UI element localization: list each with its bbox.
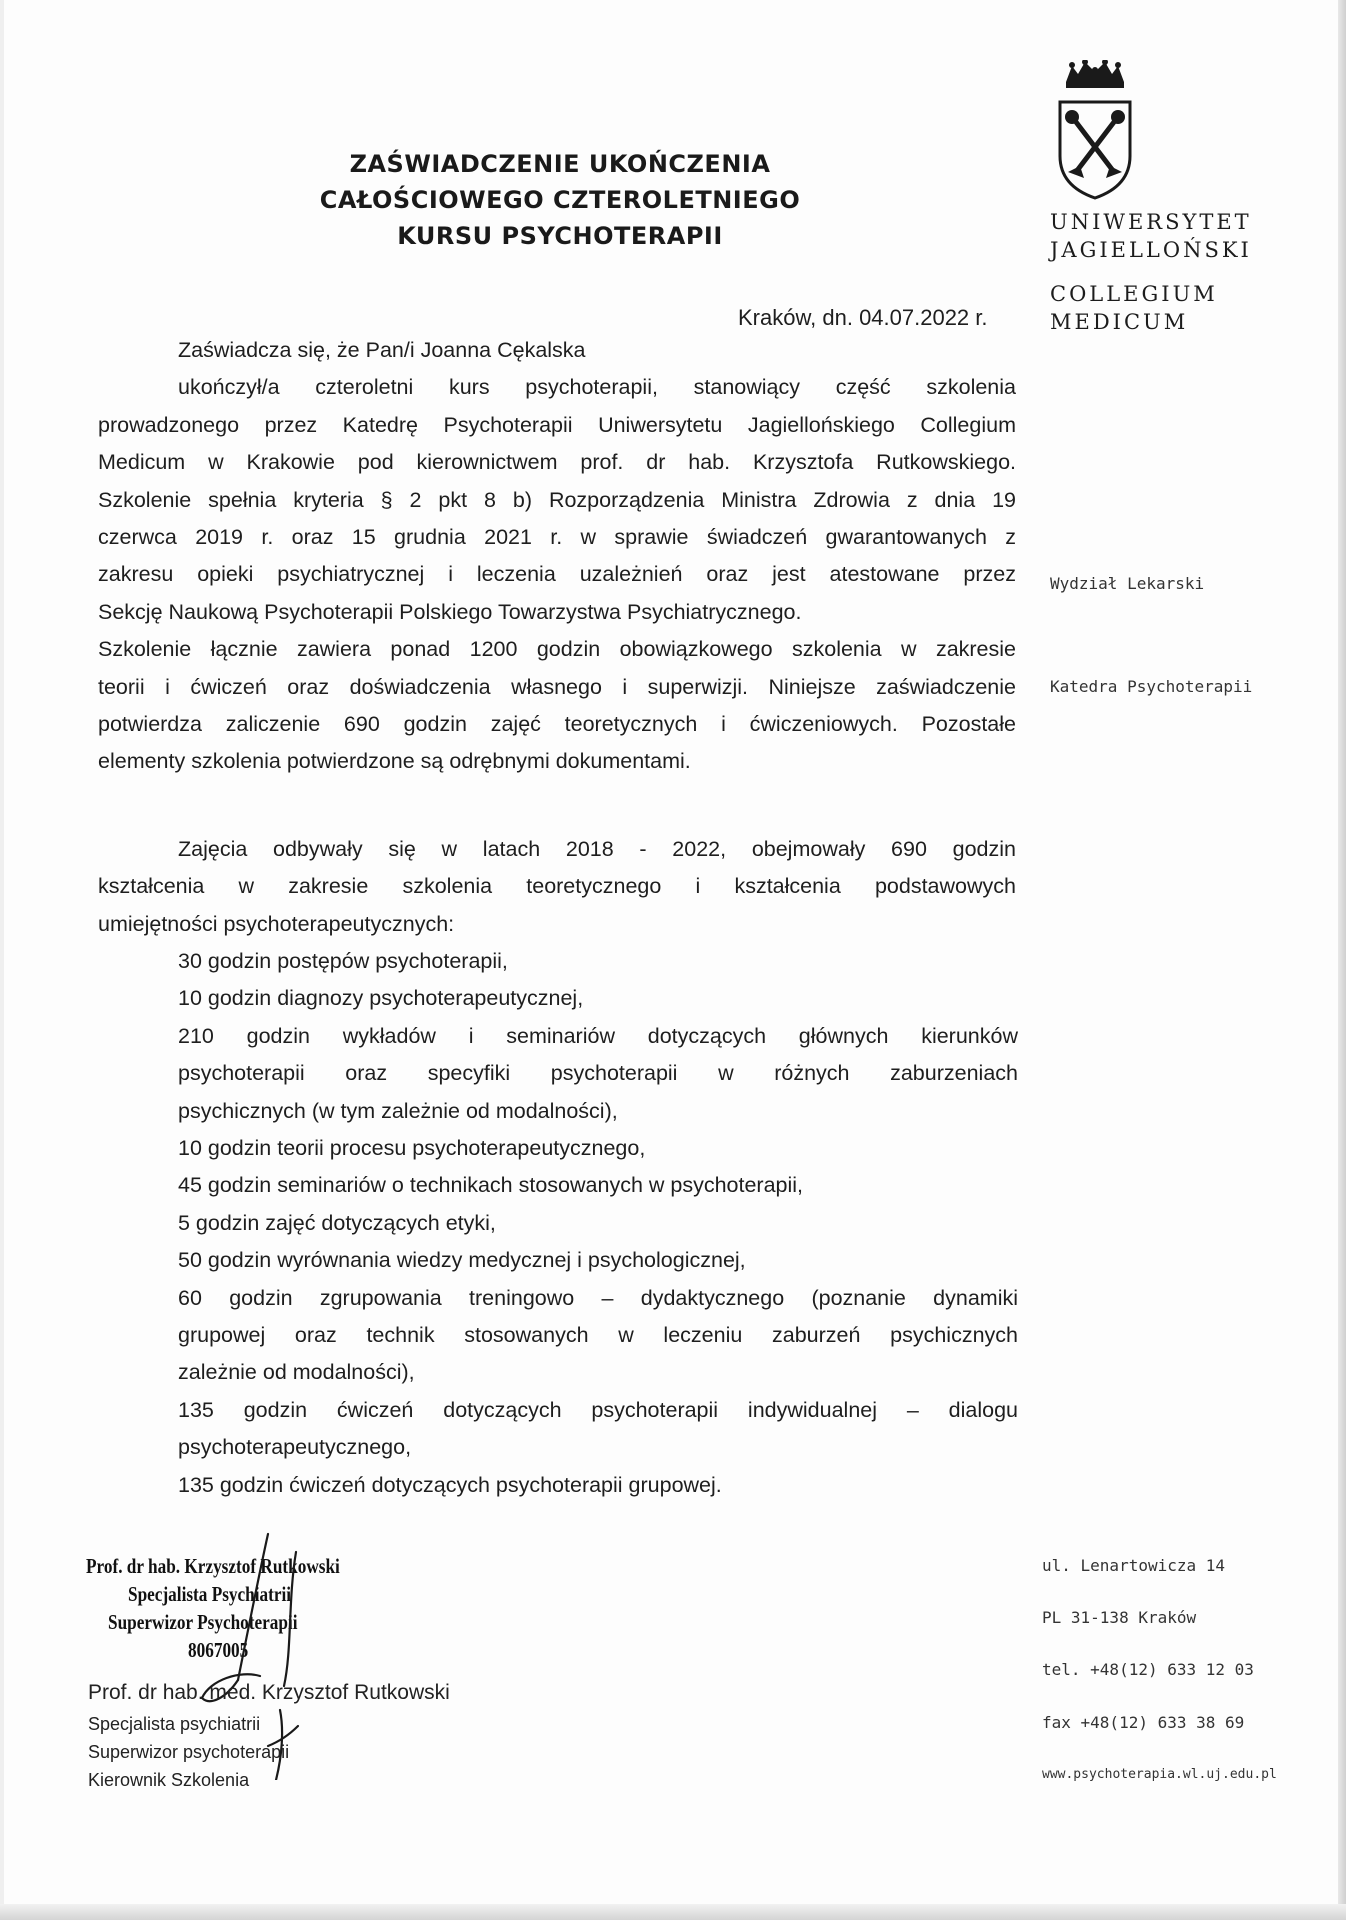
body-line: elementy szkolenia potwierdzone są odrębnymi dokumentami.	[98, 749, 691, 774]
summary-line: kształcenia w zakresie szkolenia teoretycznego i kształcenia podstawowych	[98, 874, 1016, 899]
body-line: Medicum w Krakowie pod kierownictwem prof. dr hab. Krzysztofa Rutkowskiego.	[98, 450, 1016, 475]
list-item: 210 godzin wykładów i seminariów dotyczących głównych kierunków	[178, 1023, 1018, 1048]
website-link: www.psychoterapia.wl.uj.edu.pl	[1042, 1767, 1277, 1782]
issue-date: Kraków, dn. 04.07.2022 r.	[738, 305, 988, 330]
list-item: 10 godzin diagnozy psychoterapeutycznej,	[178, 986, 584, 1011]
list-item-cont: zależnie od modalności),	[178, 1360, 415, 1385]
certificate-body	[98, 332, 1016, 781]
stamp-line-4: 8067005	[188, 1638, 249, 1662]
list-item: 5 godzin zajęć dotyczących etyki,	[178, 1210, 496, 1235]
signer-role-3: Kierownik Szkolenia	[88, 1770, 250, 1790]
university-name-line-1: UNIWERSYTET	[1050, 210, 1252, 234]
list-item: 60 godzin zgrupowania treningowo – dydaktycznego (poznanie dynamiki	[178, 1285, 1018, 1310]
scan-edge-right	[1338, 0, 1346, 1920]
title-line-2: CAŁOŚCIOWEGO CZTEROLETNIEGO	[319, 186, 801, 214]
list-item: 45 godzin seminariów o technikach stosowanych w psychoterapii,	[178, 1173, 804, 1198]
university-name	[1050, 208, 1280, 336]
list-item-cont: psychoterapii oraz specyfiki psychoterapii w różnych zaburzeniach	[178, 1061, 1018, 1086]
signer-block	[88, 1676, 450, 1794]
university-name-line-2: JAGIELLOŃSKI	[1050, 238, 1252, 262]
stamp-line-2: Specjalista Psychiatrii	[128, 1582, 292, 1606]
address-street: ul. Lenartowicza 14	[1042, 1556, 1226, 1575]
phone-number: tel. +48(12) 633 12 03	[1042, 1660, 1254, 1679]
body-line: ukończył/a czteroletni kurs psychoterapii, stanowiący część szkolenia	[178, 375, 1016, 400]
department-label: Katedra Psychoterapii	[1050, 677, 1253, 696]
list-item-cont: psychoterapeutycznego,	[178, 1435, 412, 1460]
body-line: Szkolenie spełnia kryteria § 2 pkt 8 b) Rozporządzenia Ministra Zdrowia z dnia 19	[98, 487, 1016, 512]
scan-edge-left	[0, 0, 4, 1920]
crossed-sceptres-crown-shield-icon	[1054, 60, 1136, 200]
title-line-1: ZAŚWIADCZENIE UKOŃCZENIA	[349, 150, 771, 178]
list-item: 30 godzin postępów psychoterapii,	[178, 949, 508, 973]
list-item-cont: psychicznych (w tym zależnie od modalności),	[178, 1098, 618, 1123]
list-item: 10 godzin teorii procesu psychoterapeutycznego,	[178, 1136, 646, 1161]
summary-line: umiejętności psychoterapeutycznych:	[98, 911, 455, 936]
intro-line: Zaświadcza się, że Pan/i Joanna Cękalska	[178, 338, 586, 362]
stamp-line-3: Superwizor Psychoterapii	[108, 1610, 298, 1634]
scan-edge-bottom	[0, 1904, 1346, 1920]
document-title	[300, 146, 820, 254]
body-line: Szkolenie łącznie zawiera ponad 1200 godzin obowiązkowego szkolenia w zakresie	[98, 637, 1016, 662]
address-city: PL 31-138 Kraków	[1042, 1608, 1197, 1627]
body-line: teorii i ćwiczeń oraz doświadczenia własnego i superwizji. Niniejsze zaświadczenie	[98, 674, 1016, 699]
body-line: Sekcję Naukową Psychoterapii Polskiego Towarzystwa Psychiatrycznego.	[98, 599, 802, 624]
list-item: 50 godzin wyrównania wiedzy medycznej i psychologicznej,	[178, 1248, 746, 1273]
list-item: 135 godzin ćwiczeń dotyczących psychoterapii grupowej.	[178, 1472, 722, 1497]
stamp-line-1: Prof. dr hab. Krzysztof Rutkowski	[86, 1554, 340, 1578]
collegium-line-1: COLLEGIUM	[1050, 282, 1218, 306]
hours-list	[178, 943, 1018, 1504]
body-line: czerwca 2019 r. oraz 15 grudnia 2021 r. w sprawie świadczeń gwarantowanych z	[98, 525, 1016, 550]
faculty-label: Wydział Lekarski	[1050, 574, 1205, 593]
signer-role-2: Superwizor psychoterapii	[88, 1742, 290, 1762]
title-line-3: KURSU PSYCHOTERAPII	[397, 222, 723, 250]
body-line: potwierdza zaliczenie 690 godzin zajęć teoretycznych i ćwiczeniowych. Pozostałe	[98, 712, 1016, 737]
list-item-cont: grupowej oraz technik stosowanych w leczeniu zaburzeń psychicznych	[178, 1323, 1018, 1348]
body-line: prowadzonego przez Katedrę Psychoterapii Uniwersytetu Jagiellońskiego Collegium	[98, 412, 1016, 437]
summary-line: Zajęcia odbywały się w latach 2018 - 2022, obejmowały 690 godzin	[178, 837, 1016, 861]
list-item: 135 godzin ćwiczeń dotyczących psychoterapii indywidualnej – dialogu	[178, 1397, 1018, 1422]
collegium-line-2: MEDICUM	[1050, 310, 1189, 334]
body-line: zakresu opieki psychiatrycznej i leczenia uzależnień oraz jest atestowane przez	[98, 562, 1016, 587]
signer-name: Prof. dr hab. med. Krzysztof Rutkowski	[88, 1681, 450, 1704]
fax-number: fax +48(12) 633 38 69	[1042, 1713, 1245, 1732]
signer-role-1: Specjalista psychiatrii	[88, 1714, 261, 1734]
course-summary	[98, 831, 1016, 943]
